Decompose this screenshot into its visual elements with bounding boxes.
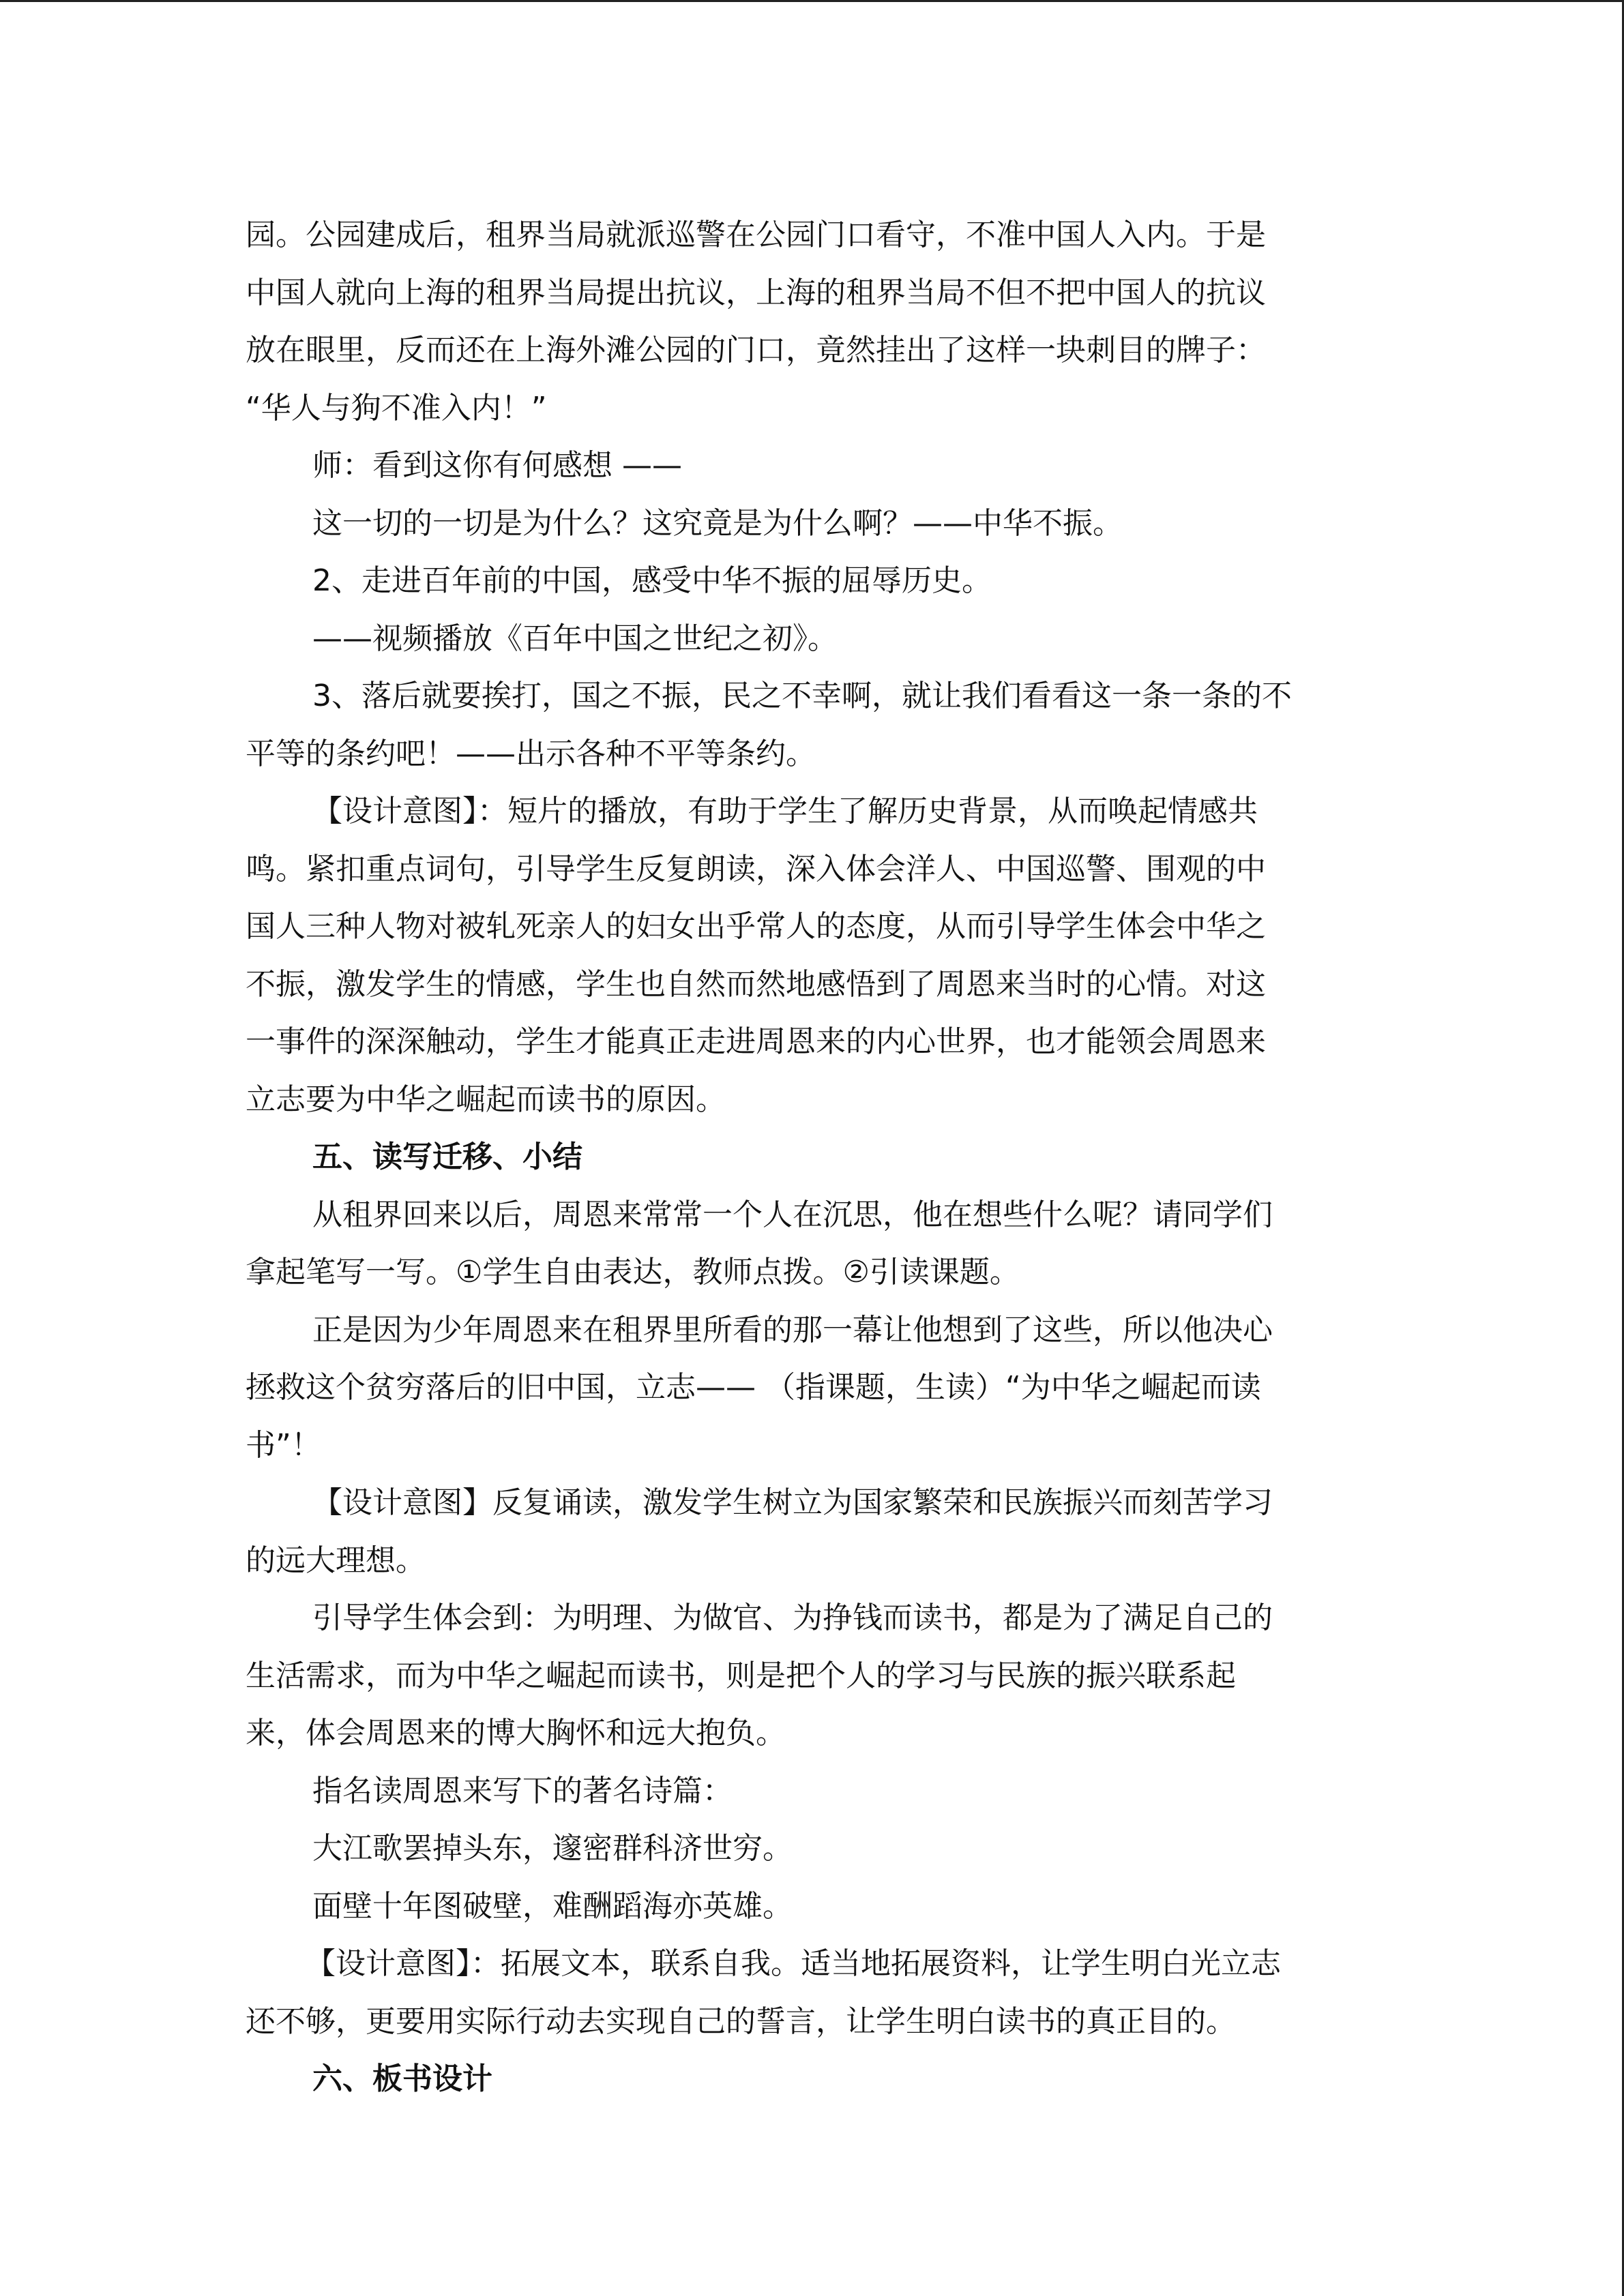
paragraph-line: 大江歌罢掉头东，邃密群科济世穷。 [312, 1831, 793, 1866]
paragraph-line: 3、落后就要挨打，国之不振，民之不幸啊，就让我们看看这一条一条的不 [312, 679, 1292, 713]
section-heading: 六、板书设计 [312, 2061, 492, 2096]
paragraph-line: 拿起笔写一写。①学生自由表达，教师点拨。②引读课题。 [246, 1255, 1020, 1289]
paragraph-line: 【设计意图】反复诵读，激发学生树立为国家繁荣和民族振兴而刻苦学习 [312, 1485, 1273, 1520]
paragraph-line: 从租界回来以后，周恩来常常一个人在沉思，他在想些什么呢？请同学们 [312, 1197, 1273, 1232]
paragraph-line: 立志要为中华之崛起而读书的原因。 [246, 1082, 726, 1117]
paragraph-line: 生活需求，而为中华之崛起而读书，则是把个人的学习与民族的振兴联系起 [246, 1658, 1236, 1693]
document-body [246, 207, 1378, 2108]
paragraph-line: ——视频播放《百年中国之世纪之初》。 [312, 621, 838, 656]
section-heading: 五、读写迁移、小结 [312, 1139, 582, 1174]
paragraph-line: 中国人就向上海的租界当局提出抗议，上海的租界当局不但不把中国人的抗议 [246, 275, 1266, 310]
paragraph-line: 园。公园建成后，租界当局就派巡警在公园门口看守，不准中国人入内。于是 [246, 218, 1266, 252]
paragraph-line: 不振，激发学生的情感，学生也自然而然地感悟到了周恩来当时的心情。对这 [246, 966, 1266, 1002]
paragraph-line: 放在眼里，反而还在上海外滩公园的门口，竟然挂出了这样一块刺目的牌子： [246, 333, 1266, 368]
paragraph-line: 还不够，更要用实际行动去实现自己的誓言，让学生明白读书的真正目的。 [246, 2003, 1236, 2039]
paragraph-line: 正是因为少年周恩来在租界里所看的那一幕让他想到了这些，所以他决心 [312, 1312, 1273, 1347]
paragraph-line: 的远大理想。 [246, 1542, 426, 1578]
paragraph-line: 来，体会周恩来的博大胸怀和远大抱负。 [246, 1716, 786, 1750]
paragraph-line: 平等的条约吧！——出示各种不平等条约。 [246, 736, 816, 771]
paragraph-line: “华人与狗不准入内！” [246, 390, 547, 426]
paragraph-line: 这一切的一切是为什么？这究竟是为什么啊？——中华不振。 [312, 505, 1123, 541]
paragraph-line: 一事件的深深触动，学生才能真正走进周恩来的内心世界，也才能领会周恩来 [246, 1024, 1266, 1059]
paragraph-line: 拯救这个贫穷落后的旧中国，立志—— （指课题，生读）“为中华之崛起而读 [246, 1370, 1261, 1405]
paragraph-line: 2、走进百年前的中国，感受中华不振的屈辱历史。 [312, 563, 992, 598]
paragraph-line: 鸣。紧扣重点词句，引导学生反复朗读，深入体会洋人、中国巡警、围观的中 [246, 851, 1266, 886]
paragraph-line: 面壁十年图破壁，难酬蹈海亦英雄。 [312, 1888, 793, 1924]
paragraph-line: 【设计意图】：短片的播放，有助于学生了解历史背景，从而唤起情感共 [312, 794, 1258, 829]
paragraph-line: 国人三种人物对被轧死亲人的妇女出乎常人的态度，从而引导学生体会中华之 [246, 909, 1266, 944]
paragraph-line: 引导学生体会到：为明理、为做官、为挣钱而读书，都是为了满足自己的 [312, 1600, 1273, 1635]
paragraph-line: 指名读周恩来写下的著名诗篇： [312, 1773, 733, 1808]
paragraph-line: 师：看到这你有何感想 —— [312, 448, 682, 483]
paragraph-line: 【设计意图】：拓展文本，联系自我。适当地拓展资料，让学生明白光立志 [306, 1946, 1281, 1981]
paragraph-line: 书”！ [246, 1427, 321, 1463]
